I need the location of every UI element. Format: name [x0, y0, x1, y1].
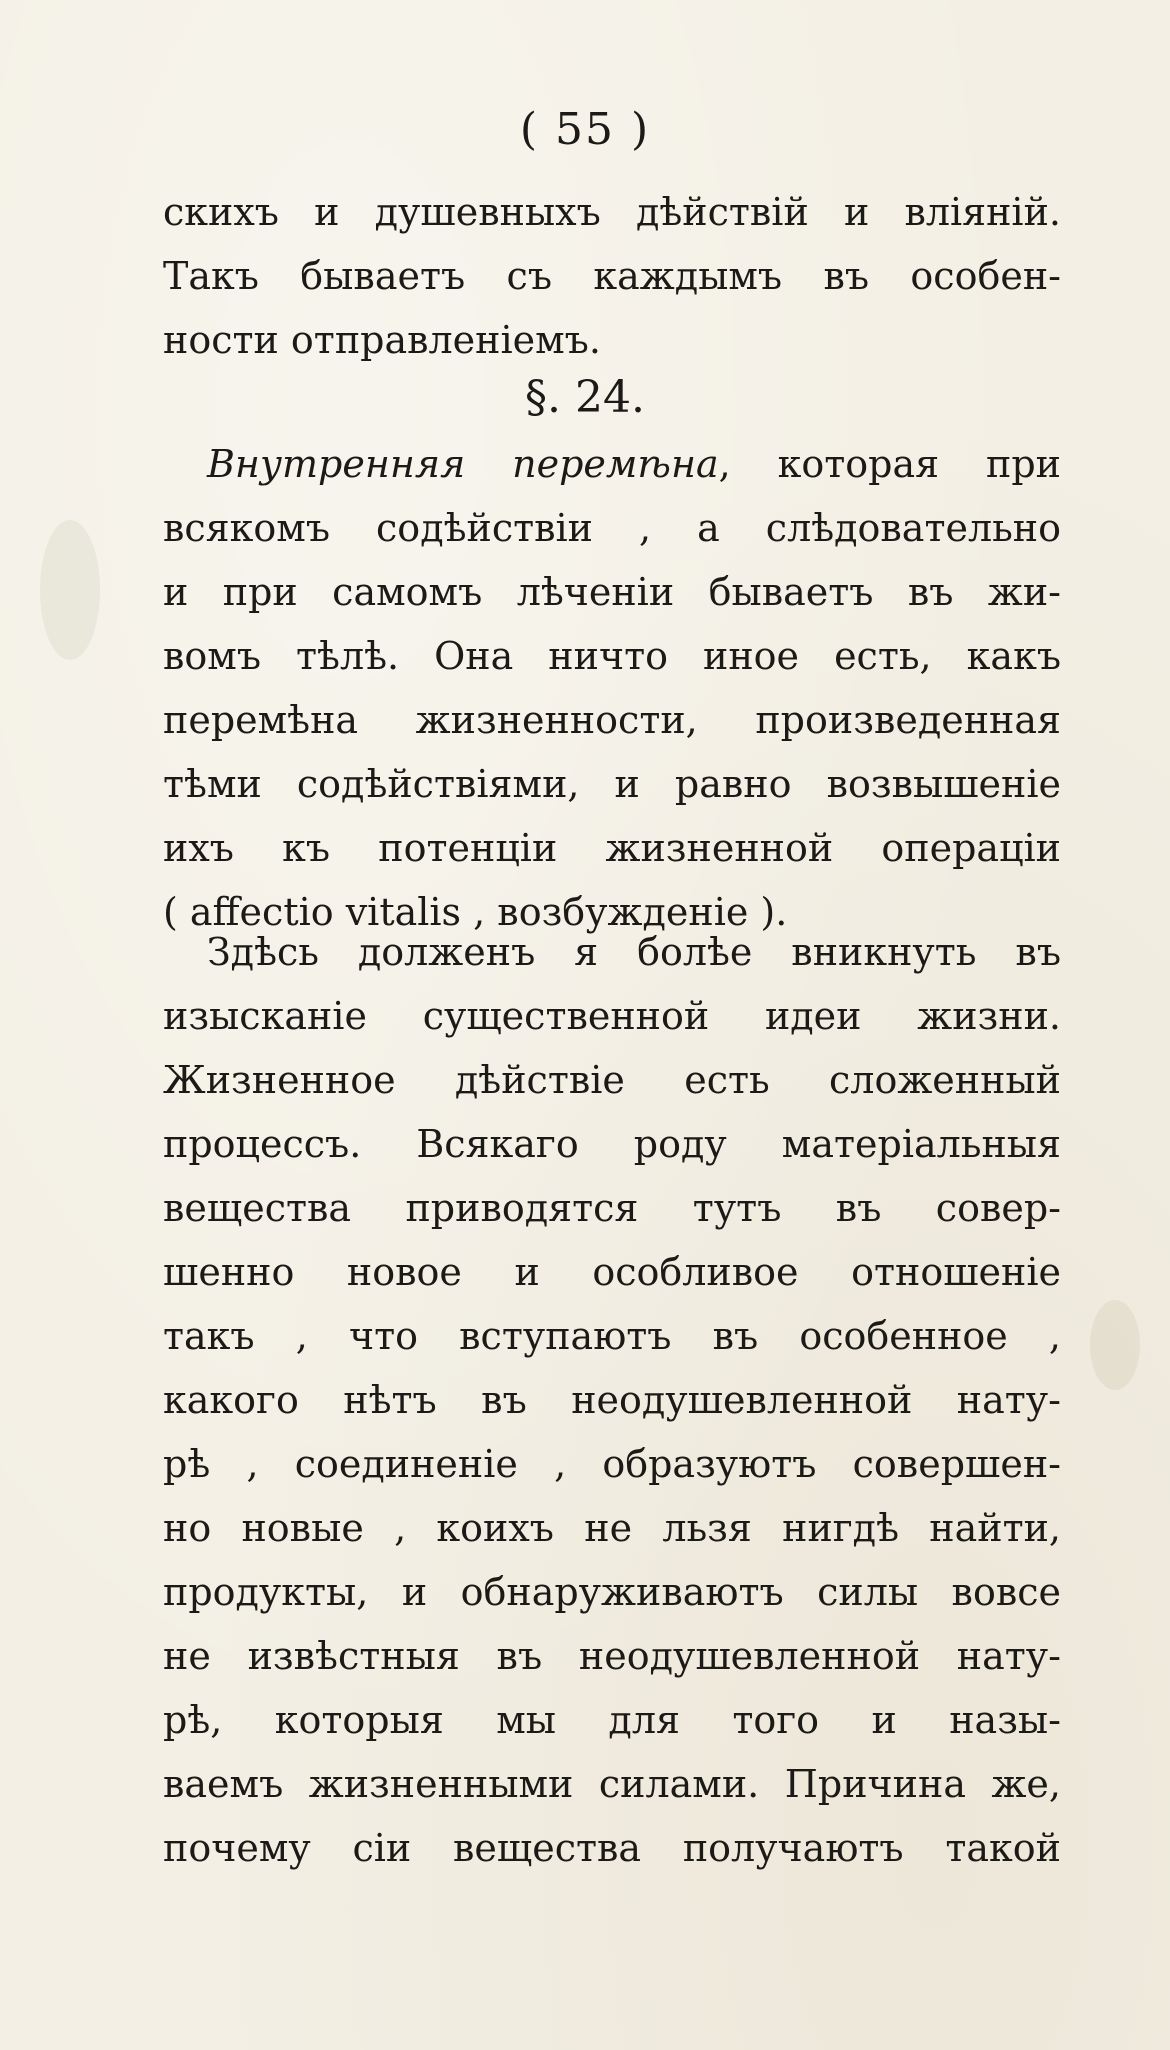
text-line: тѣми содѣйствіями, и равно возвышеніе	[163, 762, 1061, 806]
text-line: вещества приводятся тутъ въ совер-	[163, 1186, 1061, 1230]
paragraph-idea-of-life	[163, 920, 1061, 1880]
text-line: ности отправленіемъ.	[163, 318, 601, 362]
text-line: всякомъ содѣйствіи , а слѣдовательно	[163, 506, 1061, 550]
emphasized-term: Внутренняя перемѣна	[207, 442, 719, 486]
text-line: вомъ тѣлѣ. Она ничто иное есть, какъ	[163, 634, 1061, 678]
text-line: и при самомъ лѣченіи бываетъ въ жи-	[163, 570, 1061, 614]
text-fragment: , которая при	[718, 442, 1061, 486]
text-line: но новые , коихъ не льзя нигдѣ найти,	[163, 1506, 1061, 1550]
text-line: такъ , что вступаютъ въ особенное ,	[163, 1314, 1061, 1358]
text-line: продукты, и обнаруживаютъ силы вовсе	[163, 1570, 1061, 1614]
text-line: ваемъ жизненными силами. Причина же,	[163, 1762, 1061, 1806]
text-line: ихъ къ потенціи жизненной операціи	[163, 826, 1061, 870]
text-line: рѣ, которыя мы для того и назы-	[163, 1698, 1061, 1742]
paragraph-internal-change	[163, 432, 1061, 944]
text-line: Жизненное дѣйствіе есть сложенный	[163, 1058, 1061, 1102]
text-line	[163, 432, 1061, 496]
text-line: Здѣсь долженъ я болѣе вникнуть въ	[207, 930, 1061, 974]
text-line: ( affectio vitalis , возбужденіе ).	[163, 890, 788, 934]
text-line: Такъ бываетъ съ каждымъ въ особен-	[163, 254, 1061, 298]
text-line: скихъ и душевныхъ дѣйствій и вліяній.	[163, 190, 1061, 234]
text-line: перемѣна жизненности, произведенная	[163, 698, 1061, 742]
paper-stain	[1090, 1300, 1140, 1390]
paper-stain	[40, 520, 100, 660]
text-line: изысканіе существенной идеи жизни.	[163, 994, 1061, 1038]
section-heading: §. 24.	[525, 372, 645, 423]
text-line: какого нѣтъ въ неодушевленной нату-	[163, 1378, 1061, 1422]
text-line: шенно новое и особливое отношеніе	[163, 1250, 1061, 1294]
text-line: процессъ. Всякаго роду матеріальныя	[163, 1122, 1061, 1166]
text-line: не извѣстныя въ неодушевленной нату-	[163, 1634, 1061, 1678]
text-line: почему сіи вещества получаютъ такой	[163, 1826, 1061, 1870]
text-line: рѣ , соединеніе , образуютъ совершен-	[163, 1442, 1061, 1486]
continued-paragraph	[163, 180, 1061, 372]
page-number: ( 55 )	[519, 104, 651, 155]
